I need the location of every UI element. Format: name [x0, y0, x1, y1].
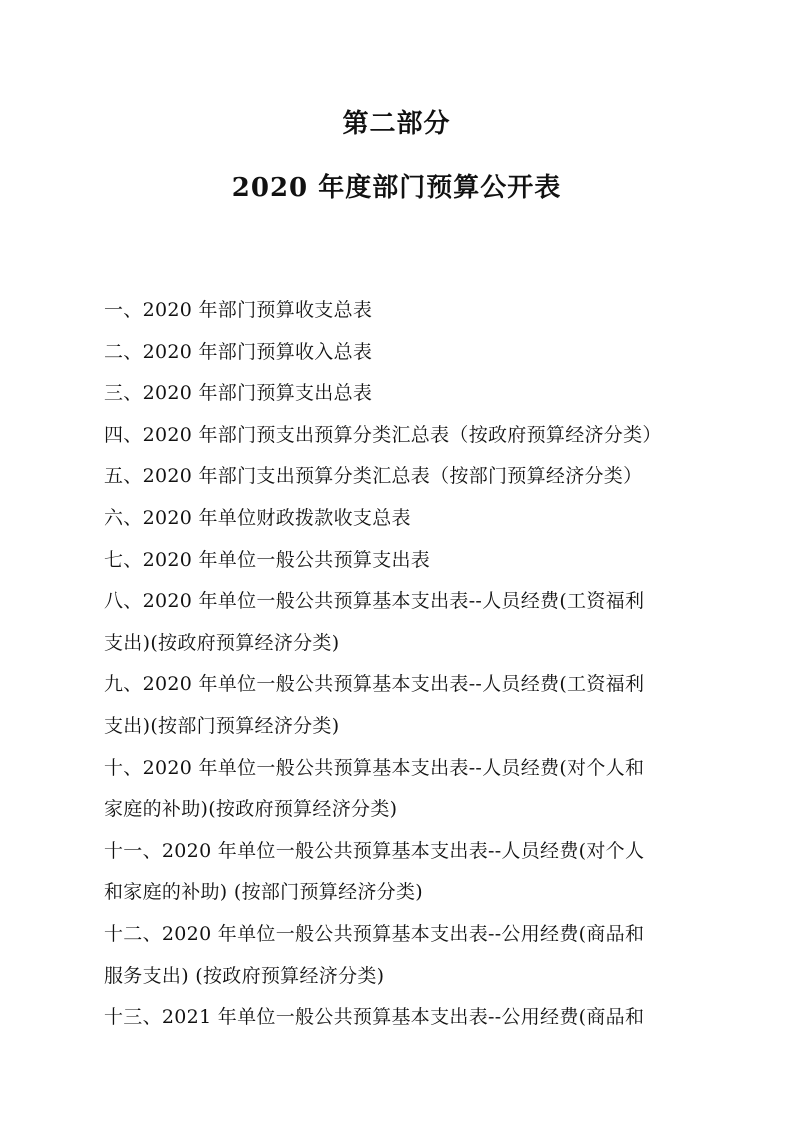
toc-item-text: 九、2020 年单位一般公共预算基本支出表--人员经费(工资福利 — [104, 673, 645, 696]
toc-item-text-continued: 服务支出) (按政府预算经济分类) — [104, 964, 385, 987]
toc-item-text: 十二、2020 年单位一般公共预算基本支出表--公用经费(商品和 — [104, 922, 645, 945]
page-title: 第二部分 — [342, 109, 451, 139]
toc-item — [104, 831, 704, 914]
toc-item — [104, 332, 704, 374]
toc-item-text-continued: 支出)(按政府预算经济分类) — [104, 631, 340, 654]
toc-item-text: 一、2020 年部门预算收支总表 — [104, 299, 373, 321]
toc-item — [104, 415, 704, 457]
toc-item — [104, 540, 704, 582]
toc-item — [104, 581, 704, 664]
toc-item-text: 四、2020 年部门预支出预算分类汇总表（按政府预算经济分类） — [104, 423, 662, 446]
toc-item — [104, 456, 704, 498]
toc-item — [104, 498, 704, 540]
toc-item-text: 十、2020 年单位一般公共预算基本支出表--人员经费(对个人和 — [104, 756, 645, 779]
toc-item-text: 七、2020 年单位一般公共预算支出表 — [104, 548, 431, 571]
toc-item-text: 六、2020 年单位财政拨款收支总表 — [104, 506, 411, 529]
toc-item — [104, 997, 704, 1039]
toc-item — [104, 373, 704, 415]
toc-item-text-continued: 家庭的补助)(按政府预算经济分类) — [104, 798, 398, 821]
table-of-contents — [104, 290, 704, 1039]
toc-item-text: 五、2020 年部门支出预算分类汇总表（按部门预算经济分类） — [104, 465, 643, 488]
toc-item-text: 三、2020 年部门预算支出总表 — [104, 382, 373, 405]
toc-item — [104, 290, 704, 332]
toc-item — [104, 748, 704, 831]
toc-item-text: 十一、2020 年单位一般公共预算基本支出表--人员经费(对个人 — [104, 839, 645, 862]
toc-item — [104, 914, 704, 997]
toc-item-text: 八、2020 年单位一般公共预算基本支出表--人员经费(工资福利 — [104, 590, 645, 613]
page-subtitle: 2020 年度部门预算公开表 — [231, 173, 562, 203]
toc-item-text-continued: 支出)(按部门预算经济分类) — [104, 714, 340, 737]
toc-item-text: 十三、2021 年单位一般公共预算基本支出表--公用经费(商品和 — [104, 1006, 645, 1029]
toc-item — [104, 664, 704, 747]
toc-item-text-continued: 和家庭的补助) (按部门预算经济分类) — [104, 881, 423, 904]
toc-item-text: 二、2020 年部门预算收入总表 — [104, 340, 373, 363]
